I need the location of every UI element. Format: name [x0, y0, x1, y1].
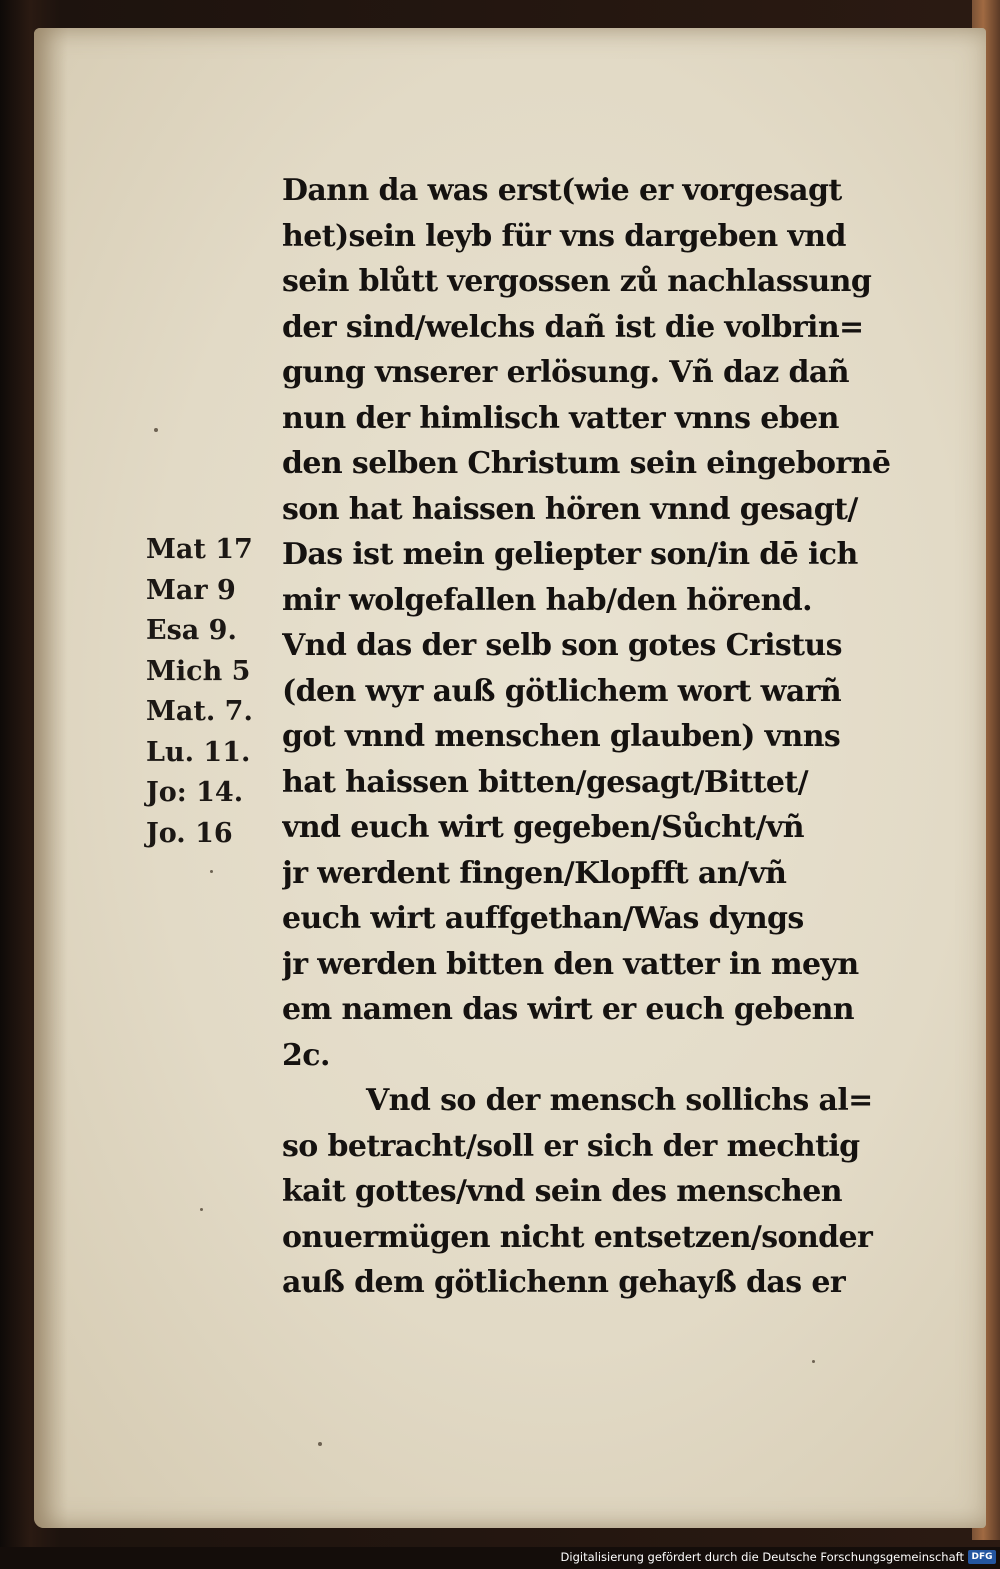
text-line: auß dem götlichenn gehayß das er: [282, 1265, 846, 1300]
margin-note: Mar 9: [146, 574, 236, 606]
text-line: em namen das wirt er euch gebenn: [282, 992, 854, 1027]
paper-speck: [200, 1208, 203, 1211]
text-line-paragraph-start: Vnd so der mensch sollichs al=: [366, 1083, 873, 1118]
text-line: Das ist mein geliepter son/in dē ich: [282, 537, 858, 572]
text-line: mir wolgefallen hab/den hörend.: [282, 582, 813, 618]
text-line: kait gottes/vnd sein des menschen: [282, 1174, 842, 1209]
text-line: der sind/welchs dañ ist die volbrin=: [282, 309, 864, 345]
margin-note: Mat. 7.: [146, 696, 253, 727]
text-line: gung vnserer erlösung. Vñ daz dañ: [282, 355, 849, 390]
text-line: euch wirt auffgethan/Was dyngs: [282, 901, 804, 936]
funding-credit: Digitalisierung gefördert durch die Deutsche Forschungsgemeinschaft: [560, 1550, 964, 1564]
text-line: 2c.: [282, 1037, 330, 1073]
margin-note: Lu. 11.: [146, 736, 251, 768]
text-line: (den wyr auß götlichem wort warñ: [282, 673, 842, 709]
margin-note: Mat 17: [146, 534, 253, 565]
margin-references: [146, 530, 276, 854]
text-line: jr werden bitten den vatter in meyn: [282, 946, 859, 982]
page-gutter-shadow: [34, 28, 68, 1528]
text-line: nun der himlisch vatter vnns eben: [282, 400, 839, 436]
text-line: so betracht/soll er sich der mechtig: [282, 1128, 860, 1164]
margin-note: Mich 5: [146, 655, 251, 687]
paper-speck: [318, 1442, 322, 1446]
text-line: got vnnd menschen glauben) vnns: [282, 719, 841, 754]
dfg-logo: DFG: [968, 1550, 996, 1564]
paper-speck: [812, 1360, 815, 1363]
text-line: sein blůtt vergossen zů nachlassung: [282, 264, 872, 299]
text-line: Vnd das der selb son gotes Cristus: [282, 628, 842, 663]
text-line: jr werdent fingen/Klopfft an/vñ: [282, 855, 787, 891]
text-line: Dann da was erst(wie er vorgesagt: [282, 173, 842, 208]
main-text-block: [282, 168, 892, 1306]
margin-note: Esa 9.: [146, 615, 237, 646]
text-line: onuermügen nicht entsetzen/sonder: [282, 1219, 873, 1255]
text-line: hat haissen bitten/gesagt/Bittet/: [282, 764, 809, 800]
margin-note: Jo. 16: [146, 817, 233, 849]
text-line: het)sein leyb für vns dargeben vnd: [282, 218, 846, 254]
paper-speck: [210, 870, 213, 873]
margin-note: Jo: 14.: [146, 777, 244, 808]
text-line: vnd euch wirt gegeben/Sůcht/vñ: [282, 810, 804, 845]
text-line: son hat haissen hören vnnd gesagt/: [282, 491, 858, 527]
paper-speck: [154, 428, 158, 432]
text-line: den selben Christum sein eingebornē: [282, 446, 891, 481]
